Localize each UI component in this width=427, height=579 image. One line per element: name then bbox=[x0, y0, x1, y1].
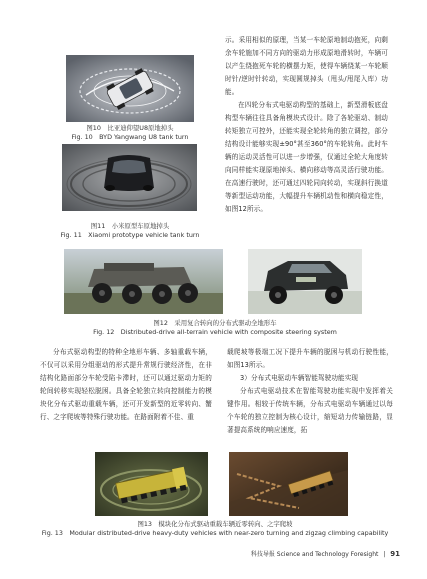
figure-10-caption-cn: 图10 比亚迪仰望U8原地掉头 bbox=[86, 124, 174, 132]
armored-vehicle-illustration bbox=[248, 249, 362, 314]
heavy-duty-vehicle-turning-illustration bbox=[95, 452, 208, 516]
footer-separator: | bbox=[383, 551, 386, 558]
figure-13-left-image bbox=[95, 452, 208, 516]
paragraph: 在四轮分布式电驱动构型的基础上，新型滑板底盘构型车辆往往具备角模块式设计。除了各轮驱动、制动转矩独立可控外，还能实现全轮转角的独立调控，部分结构设计能够实现±90°甚至360°的车轮转角。此时车辆的运动灵活性可以进一步增强，仅通过全轮大角度转向同样能实现原地掉头、横向移动等高灵活行驶功能。在高速行驶时，还可通过四轮同向转动，实现斜行换道等新型运动功能，大幅提升车辆机动性和横向稳定性，如图12所示。 bbox=[225, 101, 388, 213]
figure-12-right-image bbox=[248, 249, 362, 314]
zigzag-climbing-illustration bbox=[229, 452, 348, 516]
page-number: 91 bbox=[390, 550, 400, 558]
figure-12-caption-en: Fig. 12 Distributed-drive all-terrain vehicle with composite steering system bbox=[93, 328, 337, 336]
sports-car-tank-turn-illustration bbox=[62, 144, 197, 211]
figure-10-image bbox=[66, 55, 194, 122]
bottom-left-text bbox=[40, 346, 212, 424]
bottom-right-text bbox=[227, 346, 393, 437]
page-footer bbox=[240, 549, 400, 558]
right-column-top-text bbox=[225, 34, 388, 216]
paragraph: 载爬坡等极端工况下提升车辆的脱困与机动行驶性能，如图13所示。 bbox=[227, 348, 393, 369]
figure-13-right-image bbox=[229, 452, 348, 516]
figure-11-caption-cn: 图11 小米原型车原地掉头 bbox=[90, 222, 170, 230]
figure-11-caption-en: Fig. 11 Xiaomi prototype vehicle tank turn bbox=[60, 231, 200, 239]
figure-13-caption-en: Fig. 13 Modular distributed-drive heavy-duty vehicles with near-zero turning and zigzag climbing capability bbox=[41, 529, 389, 537]
paragraph: 分布式电驱动技术在智能驾驶功能实现中发挥着关键作用。相较于传统车辆，分布式电驱动车辆通过以每个车轮的独立控制为核心设计，缩短动力传输链路，显著提高系统的响应速度，拓 bbox=[227, 387, 393, 434]
figure-10-caption-en: Fig. 10 BYD Yangwang U8 tank turn bbox=[71, 133, 189, 141]
figure-12-caption-cn: 图12 采用复合转向的分布式驱动全地形车 bbox=[153, 319, 277, 327]
suv-overhead-illustration bbox=[66, 55, 194, 122]
journal-name: 科技导报 Science and Technology Foresight bbox=[250, 551, 379, 558]
six-wheel-atv-illustration bbox=[64, 249, 223, 314]
figure-13-caption-cn: 图13 模块化分布式驱动重载车辆近零转向、之字爬坡 bbox=[137, 520, 293, 528]
section-heading: 3）分布式电驱动车辆智能驾驶功能实现 bbox=[240, 374, 359, 382]
figure-11-image bbox=[62, 144, 197, 211]
paragraph: 示。采用相似的原理，当某一车轮原地制动抱死，向剩余车轮施加不同方向的驱动力形成原地滑转时，车辆可以产生绕抱死车轮的横摆力矩，使得车辆绕某一车轮顺时针/逆时针转动，实现圆规掉头（甩头/甩尾入库）功能。 bbox=[225, 36, 388, 96]
figure-12-left-image bbox=[64, 249, 223, 314]
paragraph: 分布式驱动构型的特种全地形车辆、多轴重载车辆，不仅可以采用分组驱动的形式提升常规行驶经济性，在非结构化路面部分车轮受陷卡滞时，还可以通过驱动力矩的轮间转移实现轻松脱困。具备全轮独立转向控制能力的模块化分布式驱动重载车辆，还可开发新型的近零转向、蟹行、之字爬坡等特殊行驶功能。在路面附着不佳、重 bbox=[40, 348, 212, 421]
